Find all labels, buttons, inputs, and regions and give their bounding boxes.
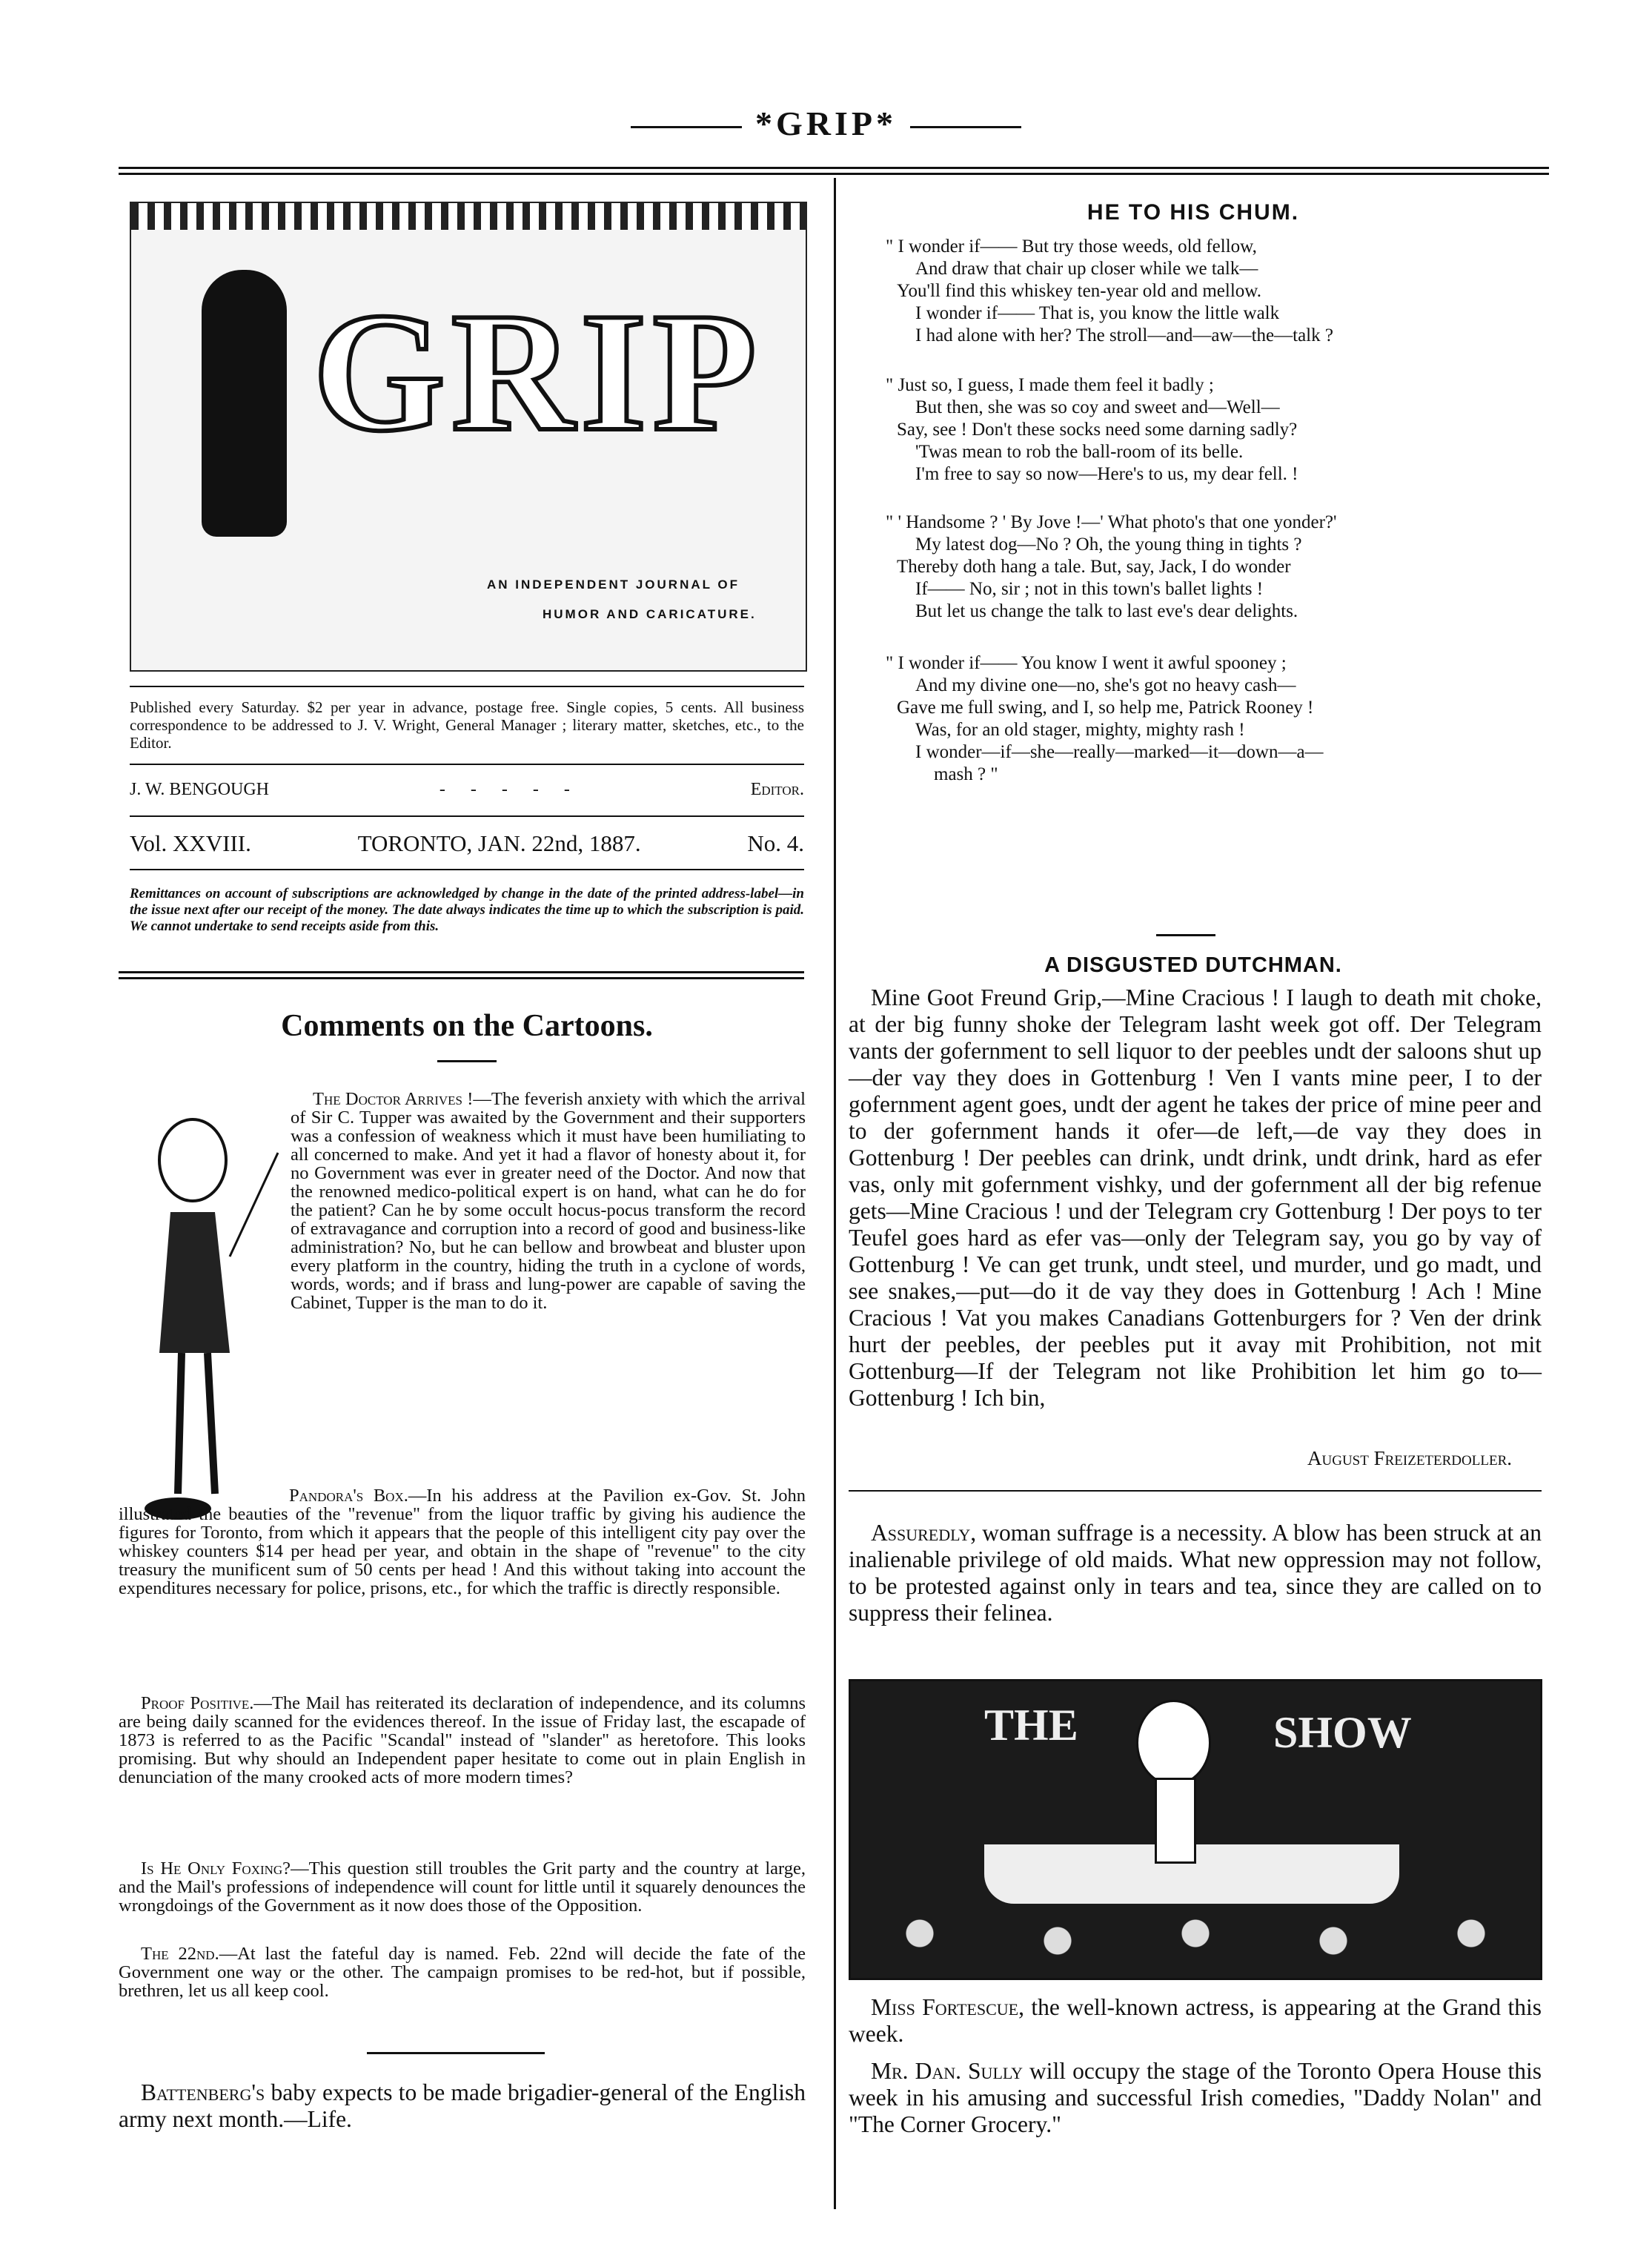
proof-text: —The Mail has reiterated its declaration of independence, and its columns are being daily scanned for the evidences thereof. In the issue of Friday last, the escapade of 1873 is referred to as the Pacific "Scandal" instead of "slander" as heretofore. This looks promising. But why should an Independent paper hesitate to come out in plain English in denunciation of the many crooked acts of more modern times? xyxy=(119,1693,806,1787)
poem-line: Thereby doth hang a tale. But, say, Jack, I do wonder xyxy=(897,557,1291,577)
poem-line: Was, for an old stager, mighty, mighty rash ! xyxy=(915,720,1245,740)
tupper-caricature xyxy=(119,1108,289,1531)
battenberg-head: Battenberg's xyxy=(141,2079,265,2105)
comments-title-rule xyxy=(437,1060,497,1062)
cartoon-sign-left: THE xyxy=(984,1701,1078,1750)
poem-title: HE TO HIS CHUM. xyxy=(1087,200,1300,225)
pandora-text: —In his address at the Pavilion ex-Gov. St. John illustrated the beauties of the "revenue" from the liquor traffic by giving his audience the figures for Toronto, from which it appears that the people of this intelligent city pay over the whiskey counters $14 per head per year, and obtain in the shape of "revenue" to the city treasury the munificent sum of 50 cents per head ! And this without taking into account the expenditures necessary for police, prisons, etc., for which the traffic is directly responsible. xyxy=(119,1486,806,1598)
battenberg-rule xyxy=(367,2052,545,2054)
poem-line: My latest dog—No ? Oh, the young thing in tights ? xyxy=(915,534,1302,555)
suffrage-paragraph xyxy=(849,1520,1542,1626)
cartoon-figure-head xyxy=(1136,1700,1211,1786)
dutchman-signature: August Freizeterdoller. xyxy=(1307,1447,1512,1469)
raven-figure xyxy=(202,270,287,537)
poem-line: And draw that chair up closer while we talk— xyxy=(915,259,1258,279)
top-rule-2 xyxy=(119,173,1549,175)
poem-line: " ' Handsome ? ' By Jove !—' What photo's that one yonder?' xyxy=(886,512,1337,532)
poem-line: " Just so, I guess, I made them feel it badly ; xyxy=(886,375,1214,395)
poem-stanza-1 xyxy=(886,236,1333,347)
pandora-head: Pandora's Box. xyxy=(289,1486,408,1506)
fortescue-paragraph xyxy=(849,1994,1542,2048)
battenberg-paragraph xyxy=(119,2079,806,2133)
poem-line: But then, she was so coy and sweet and—Well— xyxy=(915,397,1280,417)
doctor-text: —The feverish anxiety with which the arrival of Sir C. Tupper was awaited by the Government and their supporters was a confession of weakness which it must have been humiliating to all concerned to make. And yet it had a flavor of honesty about it, for no Government was ever in greater need of the Doctor. And now that the renowned medico-political expert is on hand, what can he do for the patient? Can he by some occult hocus-pocus transform the record of extravagance and corruption into a record of good and business-like administration? No, but he can bellow and browbeat and bluster upon every platform in the country, hiding the truth in a cyclone of words, words, words; and if brass and lung-power are capable of saving the Cabinet, Tupper is the man to do it. xyxy=(291,1089,806,1313)
suffrage-text: woman suffrage is a necessity. A blow has been struck at an inalienable privilege of old maids. What new oppression may not follow, to be protested against only in tears and tea, since they are called on to suppress their felinea. xyxy=(849,1520,1542,1626)
column-divider xyxy=(834,178,836,2209)
remittance-note: Remittances on account of subscriptions are acknowledged by change in the date of the printed address-label—in the issue next after our receipt of the money. The date always indicates the time up to which the subscription is paid. We cannot undertake to send receipts aside from this. xyxy=(130,886,804,934)
note-rule xyxy=(130,764,804,765)
top-rule xyxy=(119,167,1549,169)
poem-line: " I wonder if—— You know I went it awful spooney ; xyxy=(886,653,1287,673)
poem-line: I had alone with her? The stroll—and—aw—the—talk ? xyxy=(915,325,1333,345)
poem-line: If—— No, sir ; not in this town's ballet lights ! xyxy=(915,579,1264,599)
poem-stanza-4 xyxy=(886,652,1324,786)
proof-paragraph xyxy=(119,1694,806,1787)
header-rule-right xyxy=(910,126,1021,128)
editor-name: J. W. BENGOUGH xyxy=(130,780,270,799)
cartoon-audience xyxy=(851,1904,1540,1978)
poem-line: I wonder—if—she—really—marked—it—down—a— xyxy=(915,742,1324,762)
poem-line: Say, see ! Don't these socks need some darning sadly? xyxy=(897,420,1298,440)
suffrage-rule xyxy=(849,1490,1542,1492)
poem-line: But let us change the talk to last eve's dear delights. xyxy=(915,601,1298,621)
sully-text: will occupy the stage of the Toronto Opera House this week in his amusing and successful Irish comedies, "Daddy Nolan" and "The Corner Grocery." xyxy=(849,2058,1542,2137)
dutchman-text: Mine Goot Freund Grip,—Mine Cracious ! I laugh to death mit choke, at der big funny shoke der Telegram lasht week got off. Der Telegram vants der gofernment to sell liquor to der peebles undt der saloons shut up—der vay they does in Gottenburg ! Ven I vants mine peer, I to der gofernment agent goes, undt der agent he takes der price of mine peer and to der gofernment hands it ofer—de left,—de vay they does in Gottenburg ! Der peebles can drink, undt drink, undt drink, hard as efer vas, only mit gofernment vishky, und der gofernment all der big refenue gets—Mine Cracious ! und der Telegram cry Gottenburg ! Der poys to ter Teufel goes hard as efer vas—only der Telegram say, you go by vay of Gottenburg ! Ve can get trunk, undt steel, und murder, und go madt, und see snakes,—put—do it de vay they does in Gottenburg ! Ach ! Mine Cracious ! Vat you makes Canadians Gottenburgers for ? Ven der drink hurt der peebles, der peebles put it avay mit Prohibition, not mit Gottenburg—If der Telegram not like Prohibition let him go to—Gottenburg ! Ich bin, xyxy=(849,984,1542,1411)
comments-title: Comments on the Cartoons. xyxy=(281,1009,653,1043)
editor-role: Editor. xyxy=(750,780,804,799)
masthead-tagline-1: AN INDEPENDENT JOURNAL OF xyxy=(487,577,740,592)
foxing-paragraph xyxy=(119,1859,806,1915)
masthead-rule xyxy=(130,686,804,687)
poem-line: Gave me full swing, and I, so help me, Patrick Rooney ! xyxy=(897,698,1314,718)
masthead-illustration xyxy=(130,202,807,672)
poem-line: 'Twas mean to rob the ball-room of its belle. xyxy=(915,442,1244,462)
22nd-paragraph xyxy=(119,1945,806,2000)
suffrage-head: Assuredly, xyxy=(871,1520,977,1546)
editor-rule xyxy=(130,815,804,817)
masthead-border-band xyxy=(131,203,806,230)
poem-end-rule xyxy=(1156,934,1215,936)
issue-number: No. 4. xyxy=(747,830,804,856)
volume-place-date: TORONTO, JAN. 22nd, 1887. xyxy=(357,830,641,856)
doctor-paragraph xyxy=(291,1090,806,1312)
header-rule-left xyxy=(631,126,742,128)
foxing-text: —This question still troubles the Grit party and the country at large, and the Mail's professions of independence will count for little until it squarely denounces the wrongdoings of the Government as it now does those of the Opposition. xyxy=(119,1859,806,1916)
22nd-text: —At last the fateful day is named. Feb. 22nd will decide the fate of the Government one way or the other. The campaign promises to be red-hot, but if possible, brethren, let us all keep cool. xyxy=(119,1944,806,2001)
fortescue-text: the well-known actress, is appearing at the Grand this week. xyxy=(849,1994,1542,2047)
masthead-word: GRIP xyxy=(313,277,763,466)
volume-line xyxy=(130,830,804,857)
editor-line xyxy=(130,780,804,800)
dutchman-letter xyxy=(849,984,1542,1411)
poem-stanza-2 xyxy=(886,374,1298,486)
cartoon-figure-body xyxy=(1155,1778,1196,1864)
section-rule xyxy=(119,971,804,973)
poem-line: mash ? " xyxy=(934,764,998,784)
sully-paragraph xyxy=(849,2058,1542,2138)
poem-line: You'll find this whiskey ten-year old and mellow. xyxy=(897,281,1261,301)
doctor-head: The Doctor Arrives ! xyxy=(313,1089,474,1109)
section-rule-2 xyxy=(119,977,804,979)
dutchman-title: A DISGUSTED DUTCHMAN. xyxy=(1044,953,1342,977)
poem-line: I wonder if—— That is, you know the little walk xyxy=(915,303,1280,323)
cartoon-sign-right: SHOW xyxy=(1273,1708,1412,1757)
proof-head: Proof Positive. xyxy=(141,1693,254,1713)
sully-head: Mr. Dan. Sully xyxy=(871,2058,1024,2084)
caricature-pointer xyxy=(230,1153,278,1257)
masthead-tagline-2: HUMOR AND CARICATURE. xyxy=(543,607,757,621)
poem-line: " I wonder if—— But try those weeds, old fellow, xyxy=(886,236,1257,256)
caricature-head xyxy=(159,1119,226,1201)
header-title: *GRIP* xyxy=(755,105,897,142)
caricature-coat xyxy=(159,1212,230,1353)
publication-note: Published every Saturday. $2 per year in advance, postage free. Single copies, 5 cents. All business correspondence to be addressed to J. V. Wright, General Manager ; literary matter, sketches, etc., to the Editor. xyxy=(130,698,804,752)
foxing-head: Is He Only Foxing? xyxy=(141,1859,291,1879)
pandora-paragraph xyxy=(119,1486,806,1598)
poem-line: I'm free to say so now—Here's to us, my dear fell. ! xyxy=(915,464,1298,484)
poem-line: And my divine one—no, she's got no heavy cash— xyxy=(915,675,1296,695)
volume-rule xyxy=(130,869,804,870)
editor-dashes: - - - - - xyxy=(439,780,580,799)
battenberg-text: baby expects to be made brigadier-general of the English army next month.—Life. xyxy=(119,2079,806,2132)
volume-number: Vol. XXVIII. xyxy=(130,830,251,856)
caricature-legs xyxy=(178,1353,215,1494)
page-header xyxy=(0,104,1652,143)
fortescue-head: Miss Fortescue, xyxy=(871,1994,1024,2020)
poem-stanza-3 xyxy=(886,512,1337,623)
22nd-head: The 22nd. xyxy=(141,1944,219,1964)
theater-cartoon xyxy=(849,1679,1542,1980)
